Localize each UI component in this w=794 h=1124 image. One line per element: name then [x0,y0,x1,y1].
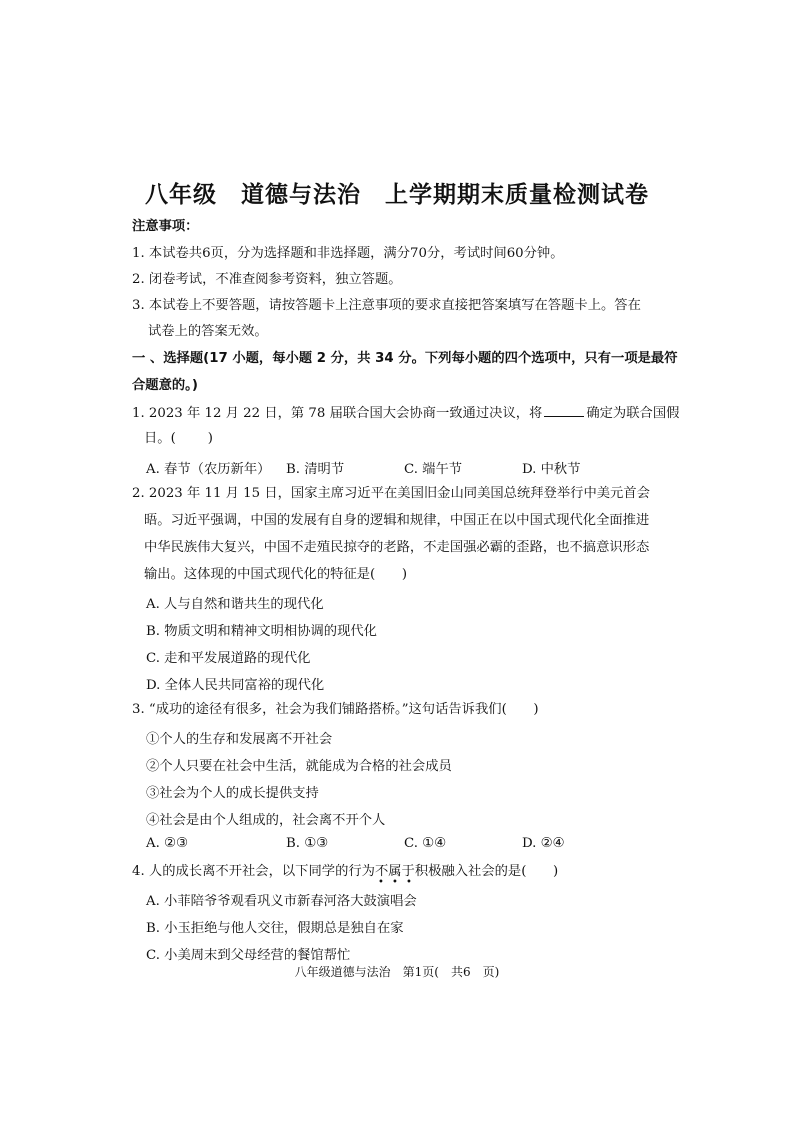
notice-heading: 注意事项： [132,219,199,234]
section-heading: 一 、选择题(17 小题，每小题 2 分，共 34 分。下列每小题的四个选项中，只有一项是最符 [132,351,678,366]
question-2-stem-line-2: 晤。习近平强调，中国的发展有自身的逻辑和规律，中国正在以中国式现代化全面推进 [144,513,650,528]
question-1-paren-open: 日。( [144,431,176,446]
fill-blank [544,404,584,417]
question-2-stem-line-1: 2. 2023 年 11 月 15 日，国家主席习近平在美国旧金山同美国总统拜登举行中美元首会 [132,486,650,501]
question-3-statement-4: ④社会是由个人组成的，社会离不开个人 [146,813,386,828]
page-footer: 八年级道德与法治 第1页( 共6 页) [294,965,500,979]
question-3-option-c: C. ①④ [404,836,446,851]
question-1-stem-cont [144,430,213,448]
question-3-option-b: B. ①③ [286,836,329,851]
question-2-option-d: D. 全体人民共同富裕的现代化 [146,678,325,693]
question-3-stem: 3. “成功的途径有很多，社会为我们铺路搭桥。”这句话告诉我们( ) [132,702,539,717]
question-4-stem-start: 4. 人的成长离不开社会，以下同学的行为 [132,864,375,879]
emphasis-word: 不属于 [374,864,415,879]
question-1-option-c: C. 端午节 [404,462,463,477]
question-2-option-a: A. 人与自然和谐共生的现代化 [146,597,324,612]
question-4-stem [132,863,559,888]
emphasis-dot: • [405,877,412,888]
question-1-paren-close: ) [207,431,213,446]
question-1-option-b: B. 清明节 [286,462,345,477]
question-1-stem-end: 确定为联合国假 [586,406,680,421]
notice-item-3: 3. 本试卷上不要答题，请按答题卡上注意事项的要求直接把答案填写在答题卡上。答在 [132,298,641,313]
question-4-option-a: A. 小菲陪爷爷观看巩义市新春河洛大鼓演唱会 [146,894,417,909]
question-2-stem-line-4: 输出。这体现的中国式现代化的特征是( ) [144,567,408,582]
question-3-statement-2: ②个人只要在社会中生活，就能成为合格的社会成员 [146,759,452,774]
question-3-statement-3: ③社会为个人的成长提供支持 [146,786,319,801]
question-4-option-b: B. 小玉拒绝与他人交往，假期总是独自在家 [146,921,404,936]
emphasis-dot: • [377,877,384,888]
notice-item-1: 1. 本试卷共6页，分为选择题和非选择题，满分70分，考试时间60分钟。 [132,246,564,261]
notice-item-2: 2. 闭卷考试，不准查阅参考资料，独立答题。 [132,272,402,287]
question-1-stem [132,404,679,423]
section-heading-cont: 合题意的。) [132,378,198,393]
question-1-stem-start: 1. 2023 年 12 月 22 日，第 78 届联合国大会协商一致通过决议，将 [132,406,543,421]
emphasis-text [374,863,415,888]
exam-title: 八年级 道德与法治 上学期期末质量检测试卷 [145,182,649,208]
question-3-option-d: D. ②④ [522,836,565,851]
question-4-stem-end: 积极融入社会的是( ) [414,864,559,879]
emphasis-dot: • [391,877,398,888]
question-2-option-c: C. 走和平发展道路的现代化 [146,651,311,666]
question-1-option-a: A. 春节（农历新年） [146,462,271,477]
question-3-option-a: A. ②③ [146,836,188,851]
question-3-statement-1: ①个人的生存和发展离不开社会 [146,732,333,747]
question-1-option-d: D. 中秋节 [522,462,581,477]
question-2-option-b: B. 物质文明和精神文明相协调的现代化 [146,624,377,639]
notice-item-3-cont: 试卷上的答案无效。 [148,324,268,339]
question-2-stem-line-3: 中华民族伟大复兴，中国不走殖民掠夺的老路，不走国强必霸的歪路，也不搞意识形态 [144,540,650,555]
question-4-option-c: C. 小美周末到父母经营的餐馆帮忙 [146,948,351,963]
